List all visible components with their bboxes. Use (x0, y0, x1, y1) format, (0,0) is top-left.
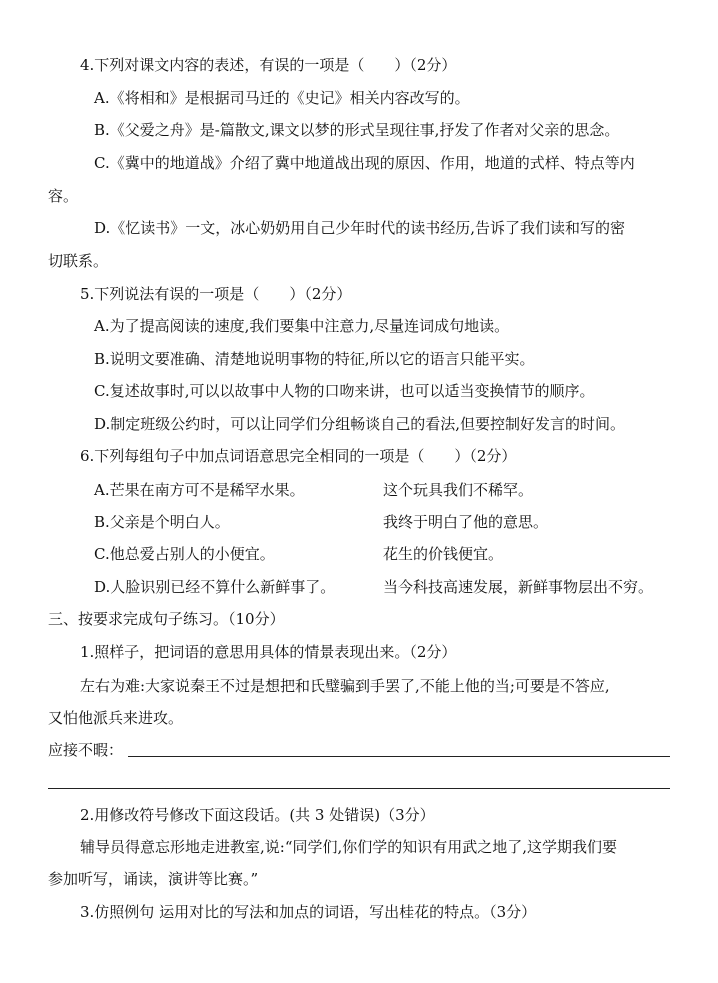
q6-option-c-right: 花生的价钱便宜。 (383, 545, 504, 563)
q6-option-a-left: A.芒果在南方可不是稀罕水果。 (94, 481, 305, 499)
q4-option-d-line1: D.《忆读书》一文，冰心奶奶用自己少年时代的读书经历,告诉了我们读和写的密 (94, 219, 626, 237)
q4-option-b: B.《父爱之舟》是-篇散文,课文以梦的形式呈现往事,抒发了作者对父亲的思念。 (94, 121, 620, 139)
s3-q1-stem: 1.照样子，把词语的意思用具体的情景表现出来。（2分） (80, 643, 457, 661)
s3-q1-prompt: 应接不暇： (48, 741, 124, 759)
q5-option-d: D.制定班级公约时，可以让同学们分组畅谈自己的看法,但要控制好发言的时间。 (94, 415, 626, 433)
q6-option-d-left: D.人脸识别已经不算什么新鲜事了。 (94, 578, 336, 596)
q6-option-b-left: B.父亲是个明白人。 (94, 513, 230, 531)
q4-option-c-line2: 容。 (48, 187, 79, 205)
section3-title: 三、按要求完成句子练习。（10分） (48, 610, 285, 628)
s3-q2-text-line1: 辅导员得意忘形地走进教室,说:“同学们,你们学的知识有用武之地了,这学期我们要 (80, 838, 618, 856)
s3-q1-example-line2: 又怕他派兵来进攻。 (48, 709, 184, 727)
q5-option-a: A.为了提高阅读的速度,我们要集中注意力,尽量连词成句地读。 (94, 317, 510, 335)
q5-stem: 5.下列说法有误的一项是（ ）（2分） (80, 285, 352, 303)
q6-option-c-left: C.他总爱占别人的小便宜。 (94, 545, 275, 563)
s3-q2-stem: 2.用修改符号修改下面这段话。(共 3 处错误)（3分） (80, 806, 435, 824)
q6-option-a-right: 这个玩具我们不稀罕。 (383, 481, 534, 499)
q5-option-c: C.复述故事时,可以以故事中人物的口吻来讲，也可以适当变换情节的顺序。 (94, 382, 595, 400)
answer-line-2[interactable] (48, 788, 670, 789)
q4-stem: 4.下列对课文内容的表述，有误的一项是（ ）（2分） (80, 56, 457, 74)
q4-option-d-line2: 切联系。 (48, 252, 109, 270)
answer-line-1[interactable] (128, 756, 670, 757)
q4-option-c-line1: C.《冀中的地道战》介绍了冀中地道战出现的原因、作用，地道的式样、特点等内 (94, 154, 635, 172)
q4-option-a: A.《将相和》是根据司马迁的《史记》相关内容改写的。 (94, 89, 470, 107)
q5-option-b: B.说明文要准确、清楚地说明事物的特征,所以它的语言只能平实。 (94, 350, 535, 368)
q6-stem: 6.下列每组句子中加点词语意思完全相同的一项是（ ）（2分） (80, 447, 517, 465)
s3-q3-stem: 3.仿照例句 运用对比的写法和加点的词语，写出桂花的特点。（3分） (80, 903, 537, 921)
s3-q1-example-line1: 左右为难:大家说秦王不过是想把和氏璧骗到手罢了,不能上他的当;可要是不答应, (80, 677, 610, 695)
q6-option-d-right: 当今科技高速发展，新鲜事物层出不穷。 (383, 578, 654, 596)
q6-option-b-right: 我终于明白了他的意思。 (383, 513, 549, 531)
s3-q2-text-line2: 参加听写，诵读，演讲等比赛。” (48, 870, 259, 888)
